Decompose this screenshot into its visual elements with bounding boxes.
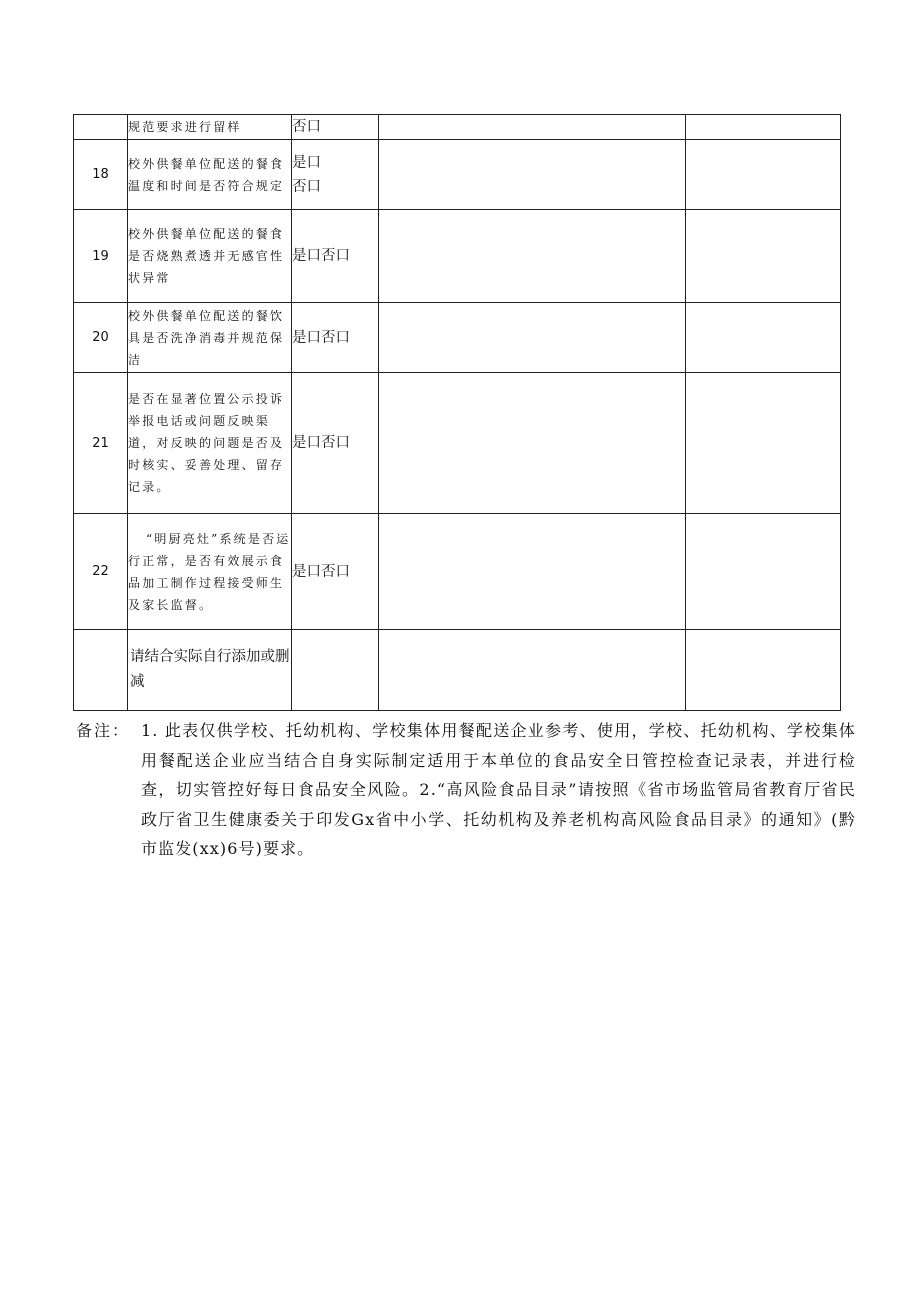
- inspection-result-cell[interactable]: [379, 210, 686, 303]
- yes-no-option[interactable]: [292, 630, 379, 711]
- inspection-result-cell[interactable]: [379, 303, 686, 373]
- remarks-cell[interactable]: [686, 210, 841, 303]
- inspection-result-cell[interactable]: [379, 140, 686, 210]
- note-label: 备注：: [76, 721, 131, 740]
- table-row: [74, 514, 841, 630]
- row-number: [74, 630, 128, 711]
- yes-no-option[interactable]: 是口否口: [292, 303, 379, 373]
- note-text: 1. 此表仅供学校、托幼机构、学校集体用餐配送企业参考、使用，学校、托幼机构、学校集体用餐配送企业应当结合自身实际制定适用于本单位的食品安全日管控检查记录表，并进行检查，切实管控好每日食品安全风险。2.“高风险食品目录”请按照《省市场监管局省教育厅省民政厅省卫生健康委关于印发Gx省中小学、托幼机构及养老机构高风险食品目录》的通知》(黔市监发(xx)6号)要求。: [141, 721, 856, 858]
- check-item: 是否在显著位置公示投诉举报电话或问题反映渠道，对反映的问题是否及时核实、妥善处理、留存记录。: [128, 373, 292, 514]
- remarks-cell[interactable]: [686, 303, 841, 373]
- row-number: [74, 115, 128, 140]
- remarks-cell[interactable]: [686, 630, 841, 711]
- add-remove-hint: 请结合实际自行添加或删减: [128, 630, 292, 711]
- row-number: 19: [74, 210, 128, 303]
- table-row: [74, 373, 841, 514]
- check-item: 校外供餐单位配送的餐食是否烧熟煮透并无感官性状异常: [128, 210, 292, 303]
- table-row: [74, 630, 841, 711]
- inspection-result-cell[interactable]: [379, 115, 686, 140]
- inspection-result-cell[interactable]: [379, 373, 686, 514]
- row-number: 18: [74, 140, 128, 210]
- row-number: 20: [74, 303, 128, 373]
- table-row: [74, 303, 841, 373]
- table-row: [74, 140, 841, 210]
- remarks-cell[interactable]: [686, 514, 841, 630]
- table-row: [74, 210, 841, 303]
- check-item: 校外供餐单位配送的餐食温度和时间是否符合规定: [128, 140, 292, 210]
- check-item: 校外供餐单位配送的餐饮具是否洗净消毒并规范保洁: [128, 303, 292, 373]
- inspection-result-cell[interactable]: [379, 514, 686, 630]
- yes-no-option[interactable]: 是口否口: [292, 210, 379, 303]
- table-row: [74, 115, 841, 140]
- remarks-cell[interactable]: [686, 140, 841, 210]
- yes-no-option[interactable]: 是口 否口: [292, 140, 379, 210]
- yes-no-option[interactable]: 是口否口: [292, 514, 379, 630]
- yes-no-option[interactable]: 是口否口: [292, 373, 379, 514]
- remarks-cell[interactable]: [686, 373, 841, 514]
- remarks-note: [76, 716, 856, 864]
- row-number: 21: [74, 373, 128, 514]
- check-item: 规范要求进行留样: [128, 115, 292, 140]
- check-item: “明厨亮灶”系统是否运行正常，是否有效展示食品加工制作过程接受师生及家长监督。: [128, 514, 292, 630]
- yes-no-option[interactable]: 否口: [292, 115, 379, 140]
- inspection-table: [73, 114, 841, 711]
- inspection-result-cell[interactable]: [379, 630, 686, 711]
- row-number: 22: [74, 514, 128, 630]
- remarks-cell[interactable]: [686, 115, 841, 140]
